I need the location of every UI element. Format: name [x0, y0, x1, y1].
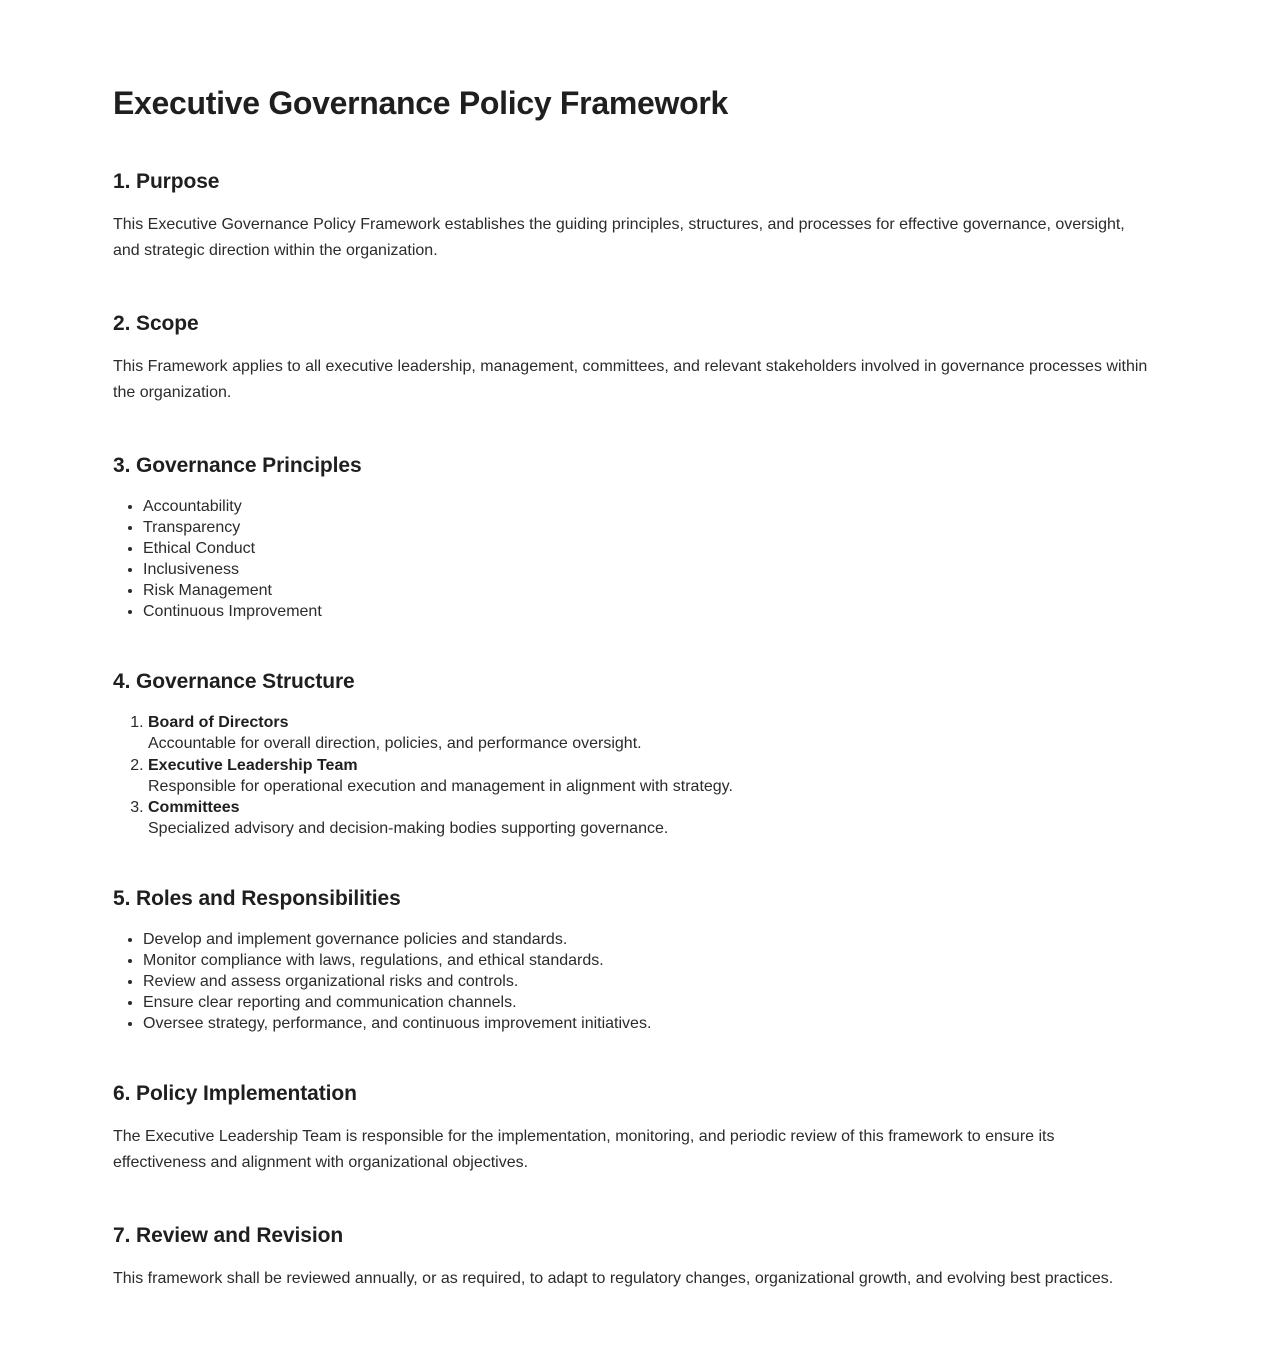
section-heading-roles-responsibilities: 5. Roles and Responsibilities	[113, 886, 401, 910]
structure-term: Board of Directors	[148, 714, 289, 732]
section-heading-governance-principles: 3. Governance Principles	[113, 453, 362, 477]
structure-description: Accountable for overall direction, policies, and performance oversight.	[148, 735, 642, 753]
list-item	[148, 712, 1150, 754]
structure-description: Specialized advisory and decision-making bodies supporting governance.	[148, 819, 669, 837]
structure-description: Responsible for operational execution and management in alignment with strategy.	[148, 777, 733, 795]
roles-list	[113, 929, 1150, 1035]
section-governance-principles	[113, 454, 1150, 623]
list-item: • Transparency	[143, 517, 1150, 538]
structure-term: Committees	[148, 798, 240, 816]
list-item: • Ensure clear reporting and communication channels.	[143, 992, 1150, 1013]
section-purpose	[113, 170, 1150, 264]
section-review-revision	[113, 1224, 1150, 1292]
section-heading-governance-structure: 4. Governance Structure	[113, 670, 355, 694]
list-item: • Ethical Conduct	[143, 538, 1150, 559]
list-item: • Risk Management	[143, 580, 1150, 601]
section-paragraph-policy-implementation: The Executive Leadership Team is responsible for the implementation, monitoring, and periodic review of this framework to ensure its effectiveness and alignment with organizational objectives.	[113, 1128, 1055, 1172]
section-policy-implementation	[113, 1082, 1150, 1176]
section-paragraph-purpose: This Executive Governance Policy Framework establishes the guiding principles, structures, and processes for effective governance, oversight, and strategic direction within the organization.	[113, 216, 1125, 259]
section-heading-scope: 2. Scope	[113, 311, 199, 335]
list-item: • Review and assess organizational risks and controls.	[143, 971, 1150, 992]
section-heading-purpose: 1. Purpose	[113, 170, 220, 193]
list-item: • Oversee strategy, performance, and continuous improvement initiatives.	[143, 1013, 1150, 1034]
section-heading-policy-implementation: 6. Policy Implementation	[113, 1082, 357, 1106]
list-item: • Develop and implement governance policies and standards.	[143, 929, 1150, 950]
section-roles-responsibilities	[113, 887, 1150, 1035]
section-paragraph-scope: This Framework applies to all executive leadership, management, committees, and relevant stakeholders involved in governance processes within the organization.	[113, 357, 1148, 401]
list-item	[148, 755, 1150, 797]
page-title: Executive Governance Policy Framework	[113, 85, 728, 121]
section-scope	[113, 312, 1150, 406]
principles-list	[113, 496, 1150, 623]
section-paragraph-review-revision: This framework shall be reviewed annually, or as required, to adapt to regulatory changes, organizational growth, and evolving best practices.	[113, 1270, 1114, 1288]
structure-list	[113, 712, 1150, 839]
structure-term: Executive Leadership Team	[148, 756, 358, 774]
section-governance-structure	[113, 670, 1150, 839]
list-item: • Inclusiveness	[143, 559, 1150, 580]
list-item: • Continuous Improvement	[143, 601, 1150, 622]
list-item: • Monitor compliance with laws, regulations, and ethical standards.	[143, 950, 1150, 971]
list-item	[148, 797, 1150, 839]
list-item: • Accountability	[143, 496, 1150, 517]
section-heading-review-revision: 7. Review and Revision	[113, 1224, 344, 1248]
